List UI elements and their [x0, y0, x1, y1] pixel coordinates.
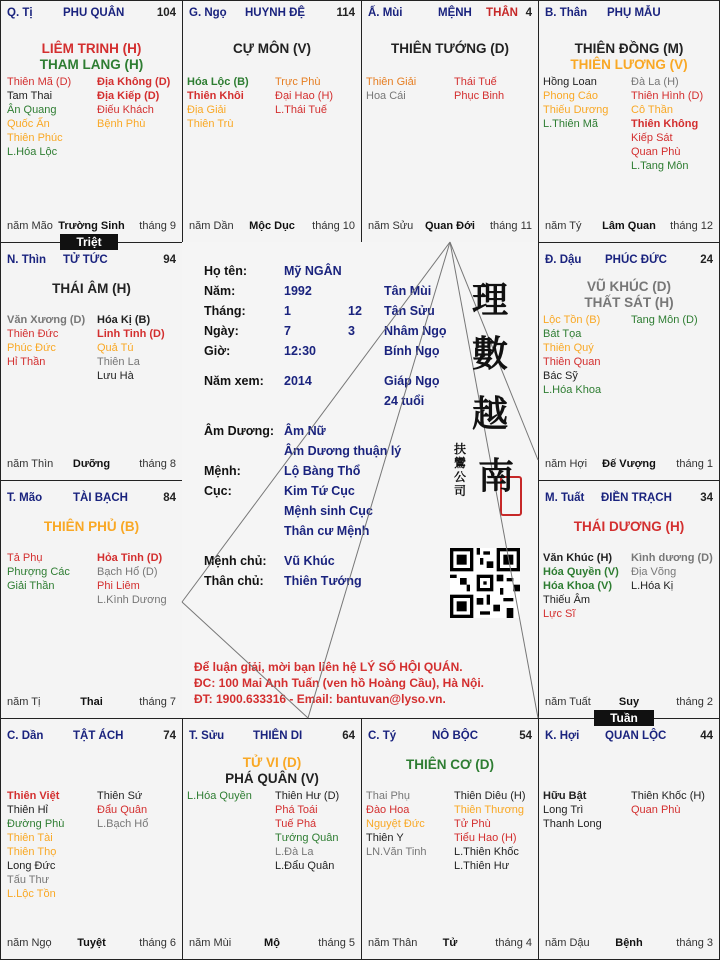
main-star: THIÊN PHỦ (B)	[43, 519, 140, 534]
year-label: năm Tị	[7, 696, 41, 708]
palace-tuat	[538, 480, 720, 719]
stage-label: Suy	[618, 696, 640, 708]
star: Tướng Quân	[275, 832, 339, 844]
star: Thanh Long	[543, 818, 602, 830]
year-label: năm Thân	[368, 937, 418, 949]
star: Đường Phù	[7, 818, 65, 830]
main-star: TỬ VI (D)	[242, 755, 302, 770]
hour-label: Giờ:	[204, 344, 231, 358]
stage-label: Mộ	[264, 937, 280, 949]
menh-chu-label: Mệnh chủ:	[204, 554, 267, 568]
month-label: Tháng:	[204, 304, 246, 318]
star: Đào Hoa	[366, 804, 410, 816]
main-star: LIÊM TRINH (H)	[41, 41, 142, 56]
star: Long Đức	[7, 860, 56, 872]
seal-char: 數	[472, 333, 509, 375]
palace-name: ĐIỀN TRẠCH	[601, 492, 672, 504]
stage-label: Lâm Quan	[602, 220, 656, 232]
center-info-panel	[182, 242, 538, 718]
palace-than	[538, 0, 720, 243]
star: Tử Phù	[454, 818, 491, 830]
age-value: 24 tuổi	[384, 394, 425, 408]
star: Quan Phù	[631, 146, 681, 158]
star: Hóa Quyền (V)	[543, 566, 619, 578]
star: Nguyệt Đức	[366, 818, 425, 830]
year-label: năm Ngọ	[7, 937, 52, 949]
star: Tả Phụ	[7, 552, 43, 564]
palace-suu	[182, 718, 362, 960]
star: Thiên Mã (D)	[7, 76, 72, 88]
palace-name: TỬ TỨC	[63, 254, 108, 266]
palace-number: 84	[163, 492, 176, 504]
than-chu-label: Thân chủ:	[204, 574, 264, 588]
star: L.Hóa Quyền	[187, 790, 252, 802]
star: Thiên La	[97, 356, 140, 368]
palace-name: PHỤ MẪU	[607, 7, 661, 19]
qr-code-icon	[450, 548, 520, 618]
star: Hóa Lộc (B)	[187, 76, 249, 88]
stage-label: Đế Vượng	[602, 458, 656, 470]
star: Điếu Khách	[97, 104, 154, 116]
star: Quả Tú	[97, 342, 134, 354]
star: Thiếu Dương	[543, 104, 609, 116]
am-duong-relation: Âm Dương thuận lý	[284, 444, 402, 458]
cuc-value: Kim Tứ Cục	[284, 484, 355, 498]
star: Quốc Ấn	[7, 118, 50, 130]
palace-branch: C. Tý	[368, 730, 397, 742]
palace-name: PHÚC ĐỨC	[605, 254, 667, 266]
star: Hồng Loan	[543, 76, 597, 88]
view-year-label: Năm xem:	[204, 374, 264, 388]
star: Thái Tuế	[454, 76, 497, 88]
main-star: THIÊN TƯỚNG (D)	[391, 41, 509, 56]
star: L.Hóa Kị	[631, 580, 674, 592]
palace-name: HUYNH ĐỆ	[245, 7, 306, 19]
star: Địa Không (D)	[97, 76, 171, 88]
star: Thiên Hình (D)	[631, 90, 704, 102]
main-star: CỰ MÔN (V)	[233, 41, 311, 56]
month-label: tháng 12	[670, 220, 713, 232]
stage-label: Bệnh	[615, 937, 643, 949]
star: Ân Quang	[7, 104, 57, 116]
month-label: tháng 8	[139, 458, 176, 470]
month-label: tháng 10	[312, 220, 355, 232]
palace-branch: Đ. Dậu	[545, 254, 582, 266]
contact-line-2: ĐC: 100 Mai Anh Tuấn (ven hồ Hoàng Cầu), Hà Nội.	[194, 676, 485, 690]
star: Hỏa Tinh (D)	[97, 552, 163, 564]
palace-number: 114	[336, 7, 355, 19]
palace-branch: B. Thân	[545, 7, 588, 19]
main-star: THIÊN CƠ (D)	[405, 757, 494, 772]
palace-name: TÀI BẠCH	[73, 492, 128, 504]
menh-value: Lộ Bàng Thổ	[284, 464, 361, 478]
star: L.Đà La	[275, 846, 314, 858]
palace-branch: K. Hợi	[545, 730, 580, 742]
stage-label: Tử	[442, 937, 458, 949]
menh-label: Mệnh:	[204, 464, 241, 478]
star: L.Thái Tuế	[275, 104, 327, 116]
palace-name: QUAN LỘC	[605, 730, 667, 742]
star: Thiên Không	[631, 118, 699, 130]
year-label: năm Tý	[545, 220, 582, 232]
than-chu-value: Thiên Tướng	[284, 574, 362, 588]
star: Thiên Tài	[7, 832, 53, 844]
star: Trực Phù	[275, 76, 321, 88]
hour-canchi: Bính Ngọ	[384, 344, 440, 358]
contact-line-3: ĐT: 1900.633316 - Email: bantuvan@lyso.vn.	[194, 692, 446, 706]
day-canchi: Nhâm Ngọ	[384, 324, 447, 338]
year-value: 1992	[284, 284, 312, 298]
palace-thin	[0, 242, 183, 481]
palace-branch: Q. Tị	[7, 7, 33, 19]
star: Thiên Khốc (H)	[631, 790, 705, 802]
star: Tấu Thư	[7, 874, 50, 886]
main-star: THÁI ÂM (H)	[52, 281, 131, 296]
year-label: năm Mùi	[189, 937, 232, 949]
main-star: PHÁ QUÂN (V)	[225, 771, 319, 786]
star: L.Đẩu Quân	[275, 860, 335, 872]
year-label: năm Thìn	[7, 458, 54, 470]
star: Bát Tọa	[543, 328, 582, 340]
month-canchi: Tân Sửu	[384, 304, 435, 318]
month-label: tháng 3	[676, 937, 713, 949]
month-label: tháng 4	[495, 937, 532, 949]
star: Kiếp Sát	[631, 132, 673, 144]
star: Thiên Hư (D)	[275, 790, 340, 802]
star: Lực Sĩ	[543, 608, 576, 620]
star: Quan Phù	[631, 804, 681, 816]
star: Phá Toái	[275, 804, 318, 816]
star: L.Kình Dương	[97, 594, 167, 606]
palace-name: PHU QUÂN	[63, 7, 125, 19]
day-lunar: 3	[348, 324, 355, 338]
palace-branch: T. Mão	[7, 492, 43, 504]
month-lunar: 12	[348, 304, 362, 318]
menh-chu-value: Vũ Khúc	[284, 554, 335, 568]
palace-dan	[0, 718, 183, 960]
palace-ti	[0, 0, 183, 243]
palace-branch: T. Sửu	[189, 730, 225, 742]
star: Bác Sỹ	[543, 370, 578, 382]
star: Thiên Quý	[543, 342, 594, 354]
star: L.Hóa Khoa	[543, 384, 602, 396]
star: Phúc Đức	[7, 342, 56, 354]
month-label: tháng 11	[489, 220, 532, 232]
star: L.Bạch Hổ	[97, 818, 149, 830]
name-label: Họ tên:	[204, 264, 248, 278]
star: Thiên Khôi	[187, 90, 244, 102]
star: Lưu Hà	[97, 370, 134, 382]
star: Hóa Kị (B)	[97, 314, 151, 326]
star: L.Hóa Lộc	[7, 146, 58, 158]
palace-ngo	[182, 0, 362, 243]
star: Bạch Hổ (D)	[97, 566, 158, 578]
star: Hỉ Thần	[7, 356, 46, 368]
star: Đẩu Quân	[97, 804, 148, 816]
seal-char: 理	[472, 279, 509, 321]
than-position: Thân cư Mệnh	[284, 524, 370, 538]
palace-ty	[361, 718, 539, 960]
palace-branch: Ấ. Mùi	[368, 7, 403, 19]
palace-number: 104	[156, 7, 176, 19]
month-label: tháng 6	[139, 937, 176, 949]
contact-line-1: Để luận giải, mời bạn liên hệ LÝ SỐ HỘI QUÁN.	[194, 660, 463, 674]
stage-label: Quan Đới	[425, 220, 475, 232]
year-label: năm Hợi	[545, 458, 588, 470]
palace-branch: M. Tuất	[545, 492, 585, 504]
star: L.Thiên Khốc	[454, 846, 519, 858]
triet-badge: Triệt	[60, 234, 118, 250]
star: Thiên Y	[366, 832, 404, 844]
main-star: THẤT SÁT (H)	[584, 295, 674, 310]
month-label: tháng 2	[676, 696, 713, 708]
palace-hoi	[538, 718, 720, 960]
palace-number: 74	[163, 730, 176, 742]
star: Thiếu Âm	[543, 594, 591, 606]
star: L.Thiên Mã	[543, 118, 599, 130]
star: Hoa Cái	[366, 90, 406, 102]
star: Thiên Việt	[7, 790, 60, 802]
star: Long Trì	[543, 804, 584, 816]
stage-label: Dưỡng	[72, 458, 111, 470]
star: Cô Thần	[631, 104, 673, 116]
year-label: năm Sửu	[368, 220, 414, 232]
star: Văn Khúc (H)	[543, 552, 613, 564]
month-label: tháng 1	[676, 458, 713, 470]
main-star: THIÊN LƯƠNG (V)	[570, 57, 688, 72]
cuc-label: Cục:	[204, 484, 232, 498]
main-star: THAM LANG (H)	[39, 57, 144, 72]
am-duong-label: Âm Dương:	[204, 424, 275, 438]
seal-char: 南	[478, 455, 515, 497]
month-label: tháng 9	[139, 220, 176, 232]
palace-number: 44	[700, 730, 713, 742]
palace-number: 34	[700, 492, 713, 504]
star: Đại Hao (H)	[275, 90, 334, 102]
palace-branch: C. Dần	[7, 730, 44, 742]
stage-label: Mộc Dục	[249, 220, 295, 232]
star: Tiểu Hao (H)	[454, 832, 517, 844]
star: Phong Cáo	[543, 90, 599, 102]
palace-branch: G. Ngọ	[189, 7, 227, 19]
year-label: Năm:	[204, 284, 236, 298]
star: Thiên Thọ	[7, 846, 57, 858]
star: Giải Thần	[7, 580, 55, 592]
seal-small-text: 扶鸞公司	[454, 442, 467, 498]
star: Tang Môn (D)	[631, 314, 698, 326]
star: L.Thiên Hư	[454, 860, 510, 872]
star: Linh Tinh (D)	[97, 328, 165, 340]
star: L.Tang Môn	[631, 160, 689, 172]
star: Hóa Khoa (V)	[543, 580, 613, 592]
cuc-relation: Mệnh sinh Cục	[284, 504, 373, 518]
star: Lộc Tồn (B)	[543, 314, 601, 326]
than-tag: THÂN	[486, 7, 518, 19]
tuan-badge: Tuần	[594, 710, 654, 726]
palace-name: TẬT ÁCH	[73, 730, 124, 742]
stage-label: Trường Sinh	[58, 220, 125, 232]
star: LN.Văn Tinh	[366, 846, 427, 858]
palace-dau	[538, 242, 720, 481]
am-duong-value: Âm Nữ	[284, 424, 326, 438]
star: Địa Giải	[187, 104, 227, 116]
name-value: Mỹ NGÂN	[284, 264, 342, 278]
star: Thai Phụ	[366, 790, 411, 802]
main-star: THIÊN ĐỒNG (M)	[574, 41, 684, 56]
month-value: 1	[284, 304, 291, 318]
star: Kình dương (D)	[631, 552, 713, 564]
view-year-value: 2014	[284, 374, 312, 388]
star: Phượng Các	[7, 566, 70, 578]
year-label: năm Mão	[7, 220, 53, 232]
star: Thiên Diêu (H)	[454, 790, 526, 802]
star: Thiên Phúc	[7, 132, 63, 144]
star: Thiên Đức	[7, 328, 59, 340]
star: Thiên Giải	[366, 76, 417, 88]
palace-number: 4	[525, 7, 532, 19]
star: Tuế Phá	[275, 818, 317, 830]
star: Thiên Hỉ	[7, 804, 48, 816]
palace-mui	[361, 0, 539, 243]
year-canchi: Tân Mùi	[384, 284, 432, 298]
hour-value: 12:30	[284, 344, 316, 358]
star: Thiên Trù	[187, 118, 234, 130]
year-label: năm Dần	[189, 220, 234, 232]
star: Hữu Bật	[543, 790, 587, 802]
palace-name: NÔ BỘC	[432, 730, 478, 742]
star: Tam Thai	[7, 90, 53, 102]
seal-char: 越	[472, 393, 509, 435]
view-year-canchi: Giáp Ngọ	[384, 374, 440, 388]
star: Thiên Thương	[454, 804, 525, 816]
palace-branch: N. Thìn	[7, 254, 46, 266]
month-label: tháng 7	[139, 696, 176, 708]
stage-label: Thai	[80, 696, 103, 708]
star: Đà La (H)	[631, 76, 679, 88]
palace-name: THIÊN DI	[253, 730, 303, 742]
palace-number: 64	[342, 730, 355, 742]
palace-number: 54	[519, 730, 532, 742]
main-star: VŨ KHÚC (D)	[587, 279, 671, 294]
star: Bệnh Phù	[97, 118, 146, 130]
main-star: THÁI DƯƠNG (H)	[573, 519, 685, 534]
star: Địa Kiếp (D)	[97, 90, 160, 102]
star: Phục Binh	[454, 90, 505, 102]
year-label: năm Tuất	[545, 696, 591, 708]
palace-name: MỆNH	[438, 7, 472, 19]
star: Địa Võng	[631, 566, 677, 578]
palace-mao	[0, 480, 183, 719]
star: Văn Xương (D)	[7, 314, 86, 326]
stage-label: Tuyệt	[77, 937, 106, 949]
star: Phi Liêm	[97, 580, 140, 592]
star: Thiên Quan	[543, 356, 601, 368]
star: L.Lộc Tồn	[7, 888, 56, 900]
day-label: Ngày:	[204, 324, 239, 338]
year-label: năm Dậu	[545, 937, 590, 949]
palace-number: 94	[163, 254, 176, 266]
palace-number: 24	[700, 254, 713, 266]
day-value: 7	[284, 324, 291, 338]
month-label: tháng 5	[318, 937, 355, 949]
star: Thiên Sứ	[97, 790, 143, 802]
